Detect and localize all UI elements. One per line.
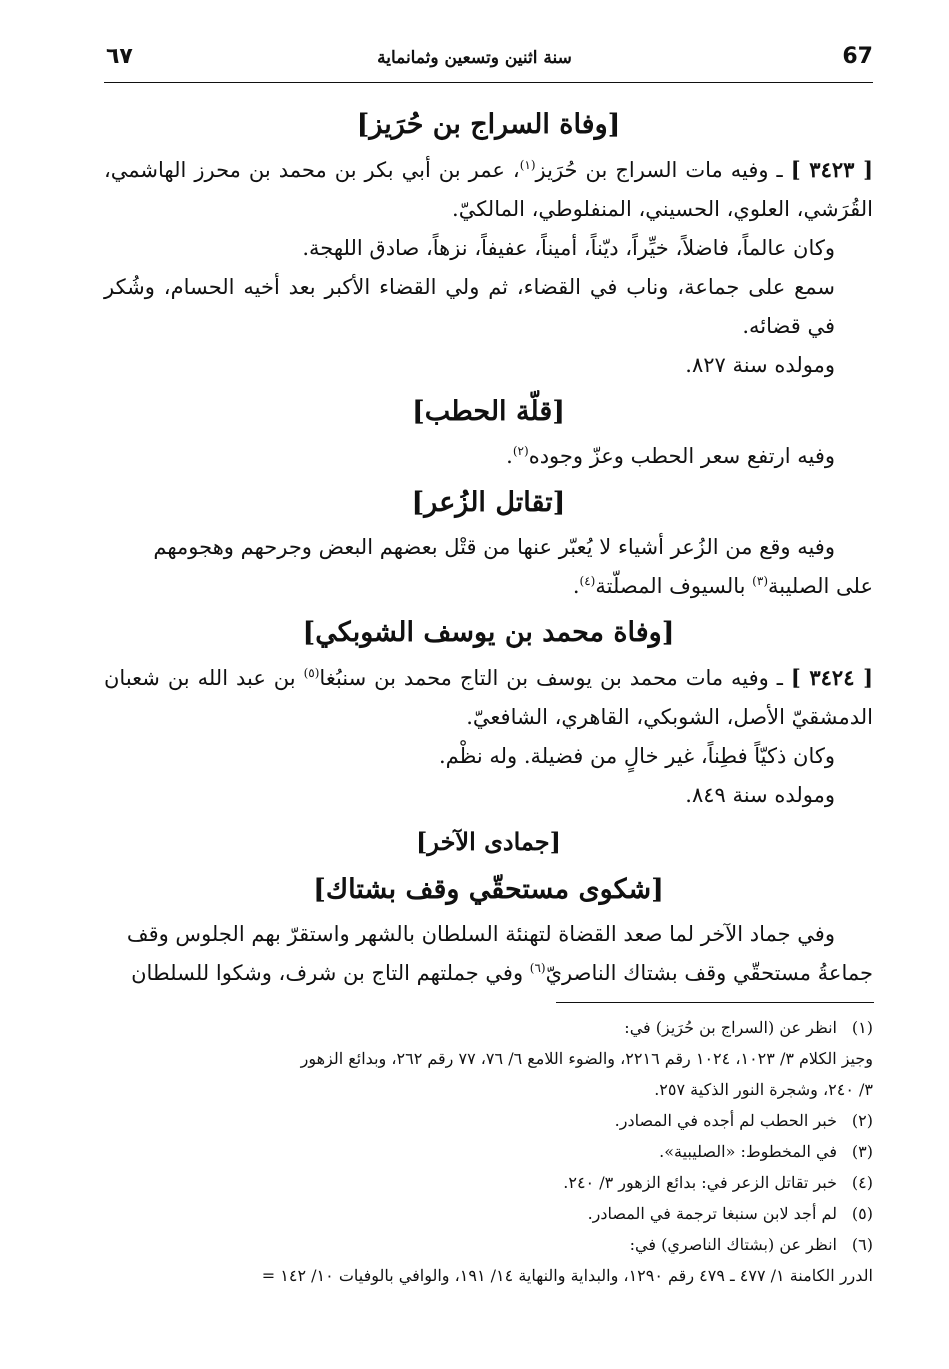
footnote-number: (٢) (851, 1111, 873, 1130)
paragraph: وكان عالماً، فاضلاً، خيِّراً، ديّناً، أميناً، عفيفاً، نزهاً، صادق اللهجة. (302, 236, 835, 260)
text-run: الهاشمي، القُرَشي، العلوي، الحسيني، المنفلوطي، المالكيّ. (104, 158, 873, 221)
footnote-number: (٦) (851, 1235, 873, 1254)
paragraph: ومولده سنة ٨٤٩. (685, 783, 835, 807)
text-run: وفي جماد الآخر لما صعد القضاة لتهنئة السلطان بالشهر واستقرّ بهم الجلوس وقف (126, 922, 835, 946)
paragraph (104, 437, 873, 476)
paragraph (104, 567, 873, 606)
footnote-ref: (٣) (752, 574, 768, 588)
paragraph (104, 150, 873, 229)
paragraph (104, 658, 873, 737)
text-run: الله بن شعبان الدمشقيّ الأصل، الشوبكي، القاهري، الشافعيّ. (104, 666, 873, 729)
footnote-line: ٣/ ٢٤٠، وشجرة النور الذكية ٢٥٧. (654, 1080, 873, 1099)
footnote-line: انظر عن (السراج بن حُرَيز) في: (624, 1018, 837, 1037)
footnotes (104, 1012, 873, 1291)
footnote-line: وجيز الكلام ٣/ ١٠٢٣، ١٠٢٤ رقم ٢٢١٦، والضوء اللامع ٦/ ٧٦، ٧٧ رقم ٢٦٢، وبدائع الزهور (300, 1049, 873, 1068)
paragraph (104, 954, 873, 993)
text-run: وشُكر في قضائه. (104, 275, 835, 338)
text-run: على الصليبة (768, 574, 873, 598)
text-run: بن عبد (235, 666, 304, 690)
paragraph (104, 268, 873, 346)
text-run: وفي جملتهم التاج بن شرف، وشكوا للسلطان (131, 961, 530, 985)
text-run: ـ وفيه مات السراج بن حُرَيز (535, 158, 791, 182)
footnote-number: (٤) (851, 1173, 873, 1192)
section-heading: [جمادى الآخر] (416, 827, 561, 856)
text-run: ، عمر بن أبي بكر بن محمد بن محرز (194, 158, 520, 182)
footnote (104, 1012, 873, 1043)
paragraph: ومولده سنة ٨٢٧. (685, 353, 835, 377)
main-text (104, 98, 873, 993)
entry-number: [ ٣٤٢٤ ] (790, 665, 874, 690)
footnote-number: (٥) (851, 1204, 873, 1223)
entry-number: [ ٣٤٢٣ ] (790, 157, 874, 182)
section-heading: [وفاة محمد بن يوسف الشوبكي] (302, 617, 675, 648)
footnote-text (104, 1012, 837, 1043)
footnote-number: (١) (851, 1018, 873, 1037)
section-heading: [قلّة الحطب] (411, 396, 566, 427)
text-run: جماعةُ مستحقّي وقف بشتاك الناصريّ (545, 961, 873, 985)
footnote-line: خبر تقاتل الزعر في: بدائع الزهور ٣/ ٢٤٠. (563, 1173, 837, 1192)
footnote-line: الدرر الكامنة ١/ ٤٧٧ ـ ٤٧٩ رقم ١٢٩٠، والبداية والنهاية ١٤/ ١٩١، والوافي بالوفيات ١٠/ ١٤٢ = (261, 1266, 873, 1285)
header-rule (104, 82, 873, 83)
footnote-ref: (٥) (303, 666, 320, 680)
footnote-line: خبر الحطب لم أجده في المصادر. (614, 1111, 837, 1130)
footnote (104, 1229, 873, 1260)
footnote-ref: (١) (519, 158, 536, 172)
text-run: وفيه وقع من الزُعر أشياء لا يُعبّر عنها من قتْل بعضهم البعض وجرحهم وهجومهم (153, 535, 835, 559)
footnote-ref: (٤) (579, 574, 596, 588)
paragraph (104, 528, 873, 567)
text-run: سمع على جماعة، وناب في القضاء، ثم ولي القضاء الأكبر بعد أخيه الحسام، (163, 275, 835, 299)
running-title: سنة اثنين وتسعين وثمانماية (377, 48, 572, 68)
page-number-arabic: ٦٧ (106, 44, 133, 69)
footnote-rule (556, 1002, 874, 1003)
footnote-number: (٣) (851, 1142, 873, 1161)
footnote (104, 1136, 873, 1167)
text-run: وفيه ارتفع سعر الحطب وعزّ وجوده (528, 444, 835, 468)
footnote-ref: (٢) (512, 444, 529, 458)
footnote-ref: (٦) (529, 961, 546, 975)
footnote-line: لم أجد لابن سنبغا ترجمة في المصادر. (587, 1204, 837, 1223)
paragraph (104, 915, 873, 954)
footnote (104, 1198, 873, 1229)
text-run: . (572, 574, 580, 598)
section-heading: [وفاة السراج بن حُرَيز] (356, 109, 621, 140)
paragraph: وكان ذكيّاً فطِناً، غير خالٍ من فضيلة. وله نظْم. (439, 744, 835, 768)
footnote-line: انظر عن (بشتاك الناصري) في: (629, 1235, 837, 1254)
page-number: 67 (842, 44, 873, 69)
footnote (104, 1167, 873, 1198)
text-run: . (506, 444, 513, 468)
section-heading: [تقاتل الزُعر] (411, 487, 566, 518)
text-run: بالسيوف المصلّتة (595, 574, 753, 598)
section-heading: [شكوى مستحقّي وقف بشتاك] (313, 874, 664, 905)
footnote-line: في المخطوط: «الصليبية». (659, 1142, 837, 1161)
footnote (104, 1105, 873, 1136)
text-run: ـ وفيه مات محمد بن يوسف بن التاج محمد بن سنبُغا (319, 666, 791, 690)
